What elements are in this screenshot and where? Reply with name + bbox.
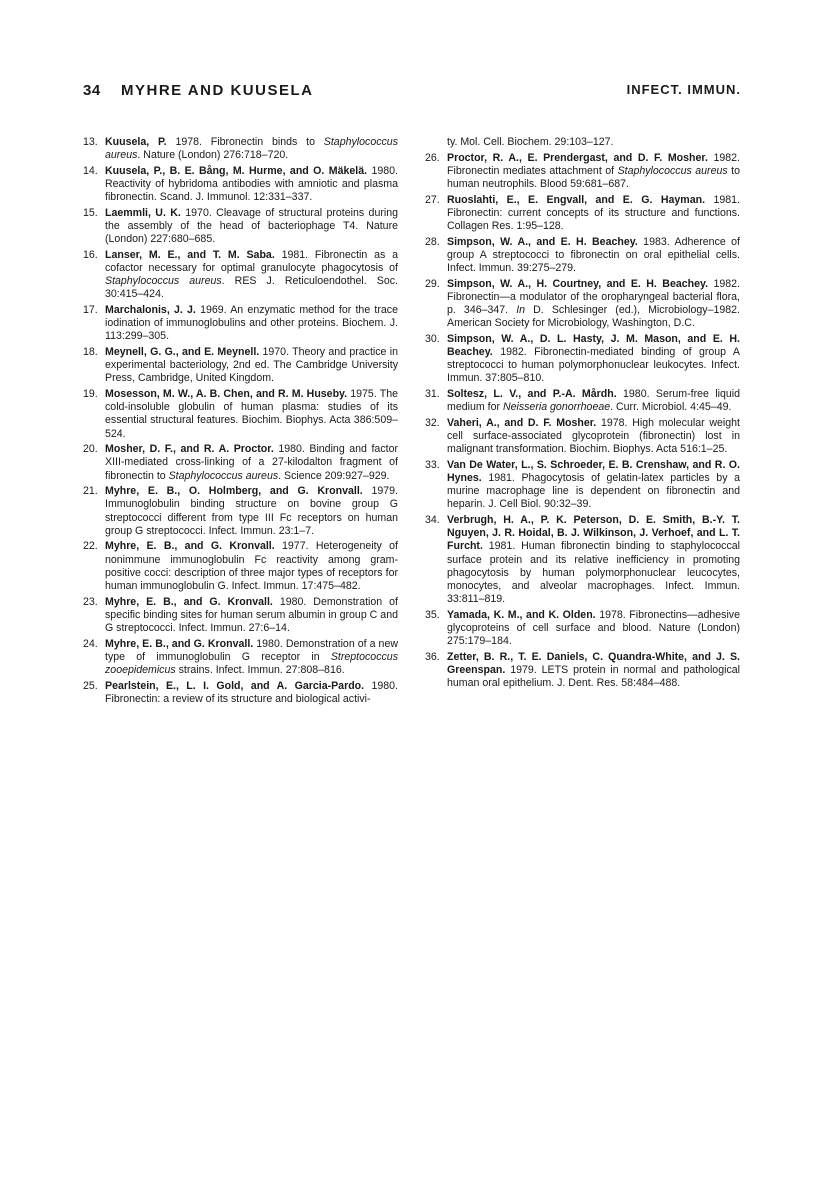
reference-authors: Mosher, D. F., and R. A. Proctor. [105, 443, 274, 456]
reference-authors: Pearlstein, E., L. I. Gold, and A. Garcia-Pardo. [105, 679, 365, 692]
reference-italic-text: In [516, 304, 526, 316]
reference-text-end: . Nature (London) 276:718–720. [137, 149, 289, 162]
reference-authors: Marchalonis, J. J. [105, 304, 196, 316]
reference-authors: Myhre, E. B., and G. Kronvall. [105, 637, 254, 650]
reference-number: 29. [425, 277, 440, 290]
reference-text: 1982. Fibronectin mediates attachment of [447, 151, 740, 177]
reference-authors: Soltesz, L. V., and P.-A. Mårdh. [447, 388, 617, 400]
reference-number: 20. [83, 443, 98, 456]
reference-authors: Kuusela, P., B. E. Bång, M. Hurme, and O. Mäkelä. [105, 164, 368, 177]
reference-authors: Laemmli, U. K. [105, 206, 181, 219]
reference-text: 1979. LETS protein in normal and pathological human oral epithelium. J. Dent. Res. 58:484–488. [447, 664, 740, 690]
reference-text: 1980. Serum-free liquid medium for [447, 388, 741, 414]
reference-authors: Simpson, W. A., H. Courtney, and E. H. Beachey. [447, 277, 709, 290]
reference-entry [83, 540, 398, 593]
reference-text: ty. Mol. Cell. Biochem. 29:103–127. [447, 136, 614, 148]
reference-number: 15. [83, 206, 98, 219]
references-right-column [425, 136, 740, 693]
reference-text: 1978. Fibronectins—adhesive glycoproteins of cell surface and blood. Nature (London) 275:179–184. [447, 608, 740, 648]
reference-authors: Van De Water, L., S. Schroeder, E. B. Crenshaw, and R. O. Hynes. [447, 458, 740, 484]
reference-text: 1978. High molecular weight cell surface-associated glycoprotein (fibronectin) lost in malignant transformation. Biochim. Biophys. Acta 516:1–25. [447, 416, 740, 456]
page-header [83, 82, 741, 104]
reference-italic-text: Staphylococcus aureus [105, 275, 222, 288]
reference-authors: Meynell, G. G., and E. Meynell. [105, 346, 260, 358]
reference-text-end: to human neutrophils. Blood 59:681–687. [447, 164, 740, 190]
reference-number: 28. [425, 235, 440, 248]
reference-number: 16. [83, 248, 98, 261]
reference-text: 1981. Phagocytosis of gelatin-latex particles by a murine macrophage line is dependent on fibronectin and heparin. J. Cell Biol. 90:32–39. [447, 472, 740, 511]
reference-number: 26. [425, 151, 440, 164]
reference-entry [425, 609, 740, 649]
reference-italic-text: Staphylococcus aureus [617, 164, 728, 177]
reference-authors: Myhre, E. B., and G. Kronvall. [105, 540, 275, 553]
reference-authors: Kuusela, P. [105, 136, 167, 148]
reference-number: 14. [83, 164, 98, 177]
reference-text: 1980. Fibronectin: a review of its structure and biological activi- [105, 679, 398, 705]
reference-entry [83, 680, 398, 706]
reference-number: 32. [425, 416, 440, 429]
reference-text: 1980. Demonstration of specific binding sites for human serum albumin in group C and G streptococci. Infect. Immun. 27:6–14. [105, 595, 398, 635]
reference-text: 1980. Binding and factor XIII-mediated cross-linking of a 27-kilodalton fragment of fibronectin to [105, 443, 398, 482]
reference-text: 1980. Reactivity of hybridoma antibodies with amniotic and plasma fibronectin. Scand. J. Immunol. 12:331–337. [105, 164, 398, 204]
reference-entry [425, 333, 740, 386]
reference-authors: Zetter, B. R., T. E. Daniels, C. Quandra-White, and J. S. Greenspan. [447, 650, 740, 677]
reference-text: 1978. Fibronectin binds to [166, 136, 324, 148]
reference-number: 34. [425, 514, 440, 526]
reference-entry [425, 136, 740, 149]
reference-text: 1970. Cleavage of structural proteins during the assembly of the head of bacteriophage T4. Nature (London) 227:680–685. [105, 206, 399, 246]
reference-text-end: . Curr. Microbiol. 4:45–49. [610, 401, 732, 414]
reference-entry [83, 443, 398, 483]
reference-authors: Simpson, W. A., and E. H. Beachey. [447, 235, 638, 248]
reference-number: 18. [83, 346, 98, 358]
reference-entry [83, 485, 398, 538]
reference-number: 31. [425, 388, 440, 400]
reference-text-end: . Science 209:927–929. [278, 469, 390, 482]
reference-entry [83, 388, 398, 441]
reference-entry [425, 388, 740, 414]
reference-text: 1982. Fibronectin-mediated binding of group A streptococci to human polymorphonuclear leukocytes. Infect. Immun. 37:805–810. [447, 346, 740, 385]
reference-entry [425, 194, 740, 234]
reference-text: 1980. Demonstration of a new type of immunoglobulin G receptor in [105, 637, 398, 663]
reference-text: 1975. The cold-insoluble globulin of human plasma: studies of its essential structural features. Biochim. Biophys. Acta 386:509–524. [105, 388, 398, 440]
reference-italic-text: Neisseria gonorrhoeae [502, 401, 611, 414]
reference-text: 1982. Fibronectin—a modulator of the oropharyngeal bacterial flora, p. 346–347. [447, 277, 740, 316]
reference-entry [83, 304, 398, 344]
reference-entry [83, 596, 398, 636]
reference-number: 27. [425, 193, 440, 206]
reference-text: 1979. Immunoglobulin binding structure on bovine group G streptococci different from type III Fc receptors on human group G streptococci. Infect. Immun. 23:1–7. [105, 485, 398, 537]
reference-number: 22. [83, 540, 98, 553]
reference-authors: Yamada, K. M., and K. Olden. [447, 608, 596, 621]
reference-number: 23. [83, 595, 98, 608]
running-head-authors: MYHRE AND KUUSELA [121, 82, 314, 99]
reference-text: 1969. An enzymatic method for the trace iodination of immunoglobulins and other proteins. Biochem. J. 113:299–305. [105, 304, 398, 343]
reference-authors: Myhre, E. B., O. Holmberg, and G. Kronvall. [105, 485, 363, 498]
reference-italic-text: Staphylococcus aureus [168, 469, 279, 482]
reference-entry [83, 346, 398, 386]
reference-entry [83, 249, 398, 302]
reference-text-end: D. Schlesinger (ed.), Microbiology–1982. American Society for Microbiology, Washington, D.C. [447, 304, 740, 330]
reference-number: 36. [425, 650, 440, 663]
reference-number: 21. [83, 485, 98, 498]
reference-entry [425, 278, 740, 331]
references-left-column [83, 136, 398, 708]
reference-number: 17. [83, 304, 98, 316]
reference-text: 1981. Human fibronectin binding to staphylococcal surface protein and its relative inefficiency in promoting phagocytosis by human polymorphonuclear leucocytes, monocytes, and alveolar macrophages. Infect. Immun. 33:811–819. [447, 540, 740, 606]
reference-authors: Myhre, E. B., and G. Kronvall. [105, 595, 273, 608]
page-number: 34 [83, 82, 101, 99]
reference-italic-text: Streptococcus zooepidemicus [105, 650, 398, 677]
reference-authors: Lanser, M. E., and T. M. Saba. [105, 248, 275, 261]
reference-text-end: strains. Infect. Immun. 27:808–816. [175, 664, 345, 677]
reference-authors: Ruoslahti, E., E. Engvall, and E. G. Hayman. [447, 193, 706, 206]
reference-entry [425, 514, 740, 606]
reference-number: 24. [83, 637, 98, 650]
reference-authors: Verbrugh, H. A., P. K. Peterson, D. E. Smith, B.-Y. T. Nguyen, J. R. Hoidal, B. J. Wilkinson, J. Verhoef, and L. T. Furcht. [447, 514, 740, 553]
reference-text: 1981. Fibronectin as a cofactor necessary for optimal granulocyte phagocytosis of [105, 248, 398, 274]
reference-authors: Mosesson, M. W., A. B. Chen, and R. M. Huseby. [105, 388, 348, 400]
reference-entry [83, 165, 398, 205]
reference-authors: Vaheri, A., and D. F. Mosher. [447, 416, 597, 429]
reference-text: 1970. Theory and practice in experimental bacteriology, 2nd ed. The Cambridge University Press, Cambridge, United Kingdom. [105, 346, 398, 385]
reference-text: 1977. Heterogeneity of nonimmune immunoglobulin Fc reactivity among gram-positive cocci: description of three major types of receptors for human immunoglobulin G. Infect. Immun. 17:475–482. [105, 540, 398, 593]
reference-text: 1981. Fibronectin: current concepts of its structure and functions. Collagen Res. 1:95–128. [447, 193, 740, 232]
reference-authors: Proctor, R. A., E. Prendergast, and D. F. Mosher. [447, 151, 708, 164]
reference-italic-text: Staphylococcus aureus [105, 136, 398, 162]
reference-entry [83, 207, 398, 247]
reference-text: 1983. Adherence of group A streptococci to fibronectin on oral epithelial cells. Infect. Immun. 39:275–279. [447, 235, 740, 274]
reference-authors: Simpson, W. A., D. L. Hasty, J. M. Mason, and E. H. Beachey. [447, 332, 740, 358]
running-head-journal: INFECT. IMMUN. [626, 82, 741, 97]
reference-number: 13. [83, 136, 98, 148]
reference-number: 35. [425, 608, 440, 621]
reference-number: 19. [83, 388, 98, 400]
reference-entry [425, 152, 740, 192]
reference-entry [425, 459, 740, 512]
reference-text-end: . RES J. Reticuloendothel. Soc. 30:415–424. [105, 275, 398, 301]
reference-number: 30. [425, 332, 440, 345]
reference-entry [83, 136, 398, 162]
reference-number: 33. [425, 458, 440, 471]
reference-number: 25. [83, 679, 98, 692]
reference-entry [425, 417, 740, 457]
reference-entry [83, 638, 398, 678]
reference-entry [425, 651, 740, 691]
reference-entry [425, 236, 740, 276]
